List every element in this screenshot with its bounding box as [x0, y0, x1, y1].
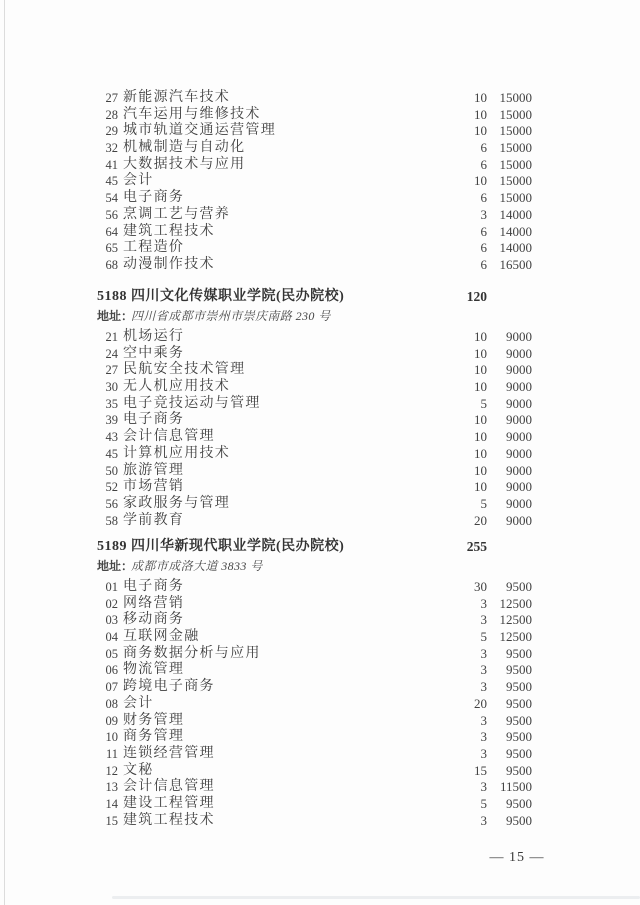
- major-name: 商务管理: [123, 729, 185, 745]
- major-name: 市场营销: [123, 479, 185, 495]
- major-name: 网络营销: [123, 595, 185, 611]
- major-row: [0, 662, 640, 679]
- major-number: 14: [105, 796, 118, 811]
- major-name: 电子商务: [123, 412, 185, 428]
- major-quota: 5: [480, 395, 487, 411]
- major-name: 建设工程管理: [123, 795, 215, 811]
- major-number: 52: [105, 480, 118, 495]
- major-row: [0, 173, 640, 190]
- major-quota: 3: [480, 745, 487, 761]
- major-quota: 10: [474, 479, 487, 495]
- major-number: 27: [105, 363, 118, 378]
- school-code-and-name: 5189 四川华新现代职业学院(民办院校): [97, 539, 345, 554]
- major-number: 35: [105, 396, 118, 411]
- major-quota: 6: [480, 240, 487, 256]
- major-row: [0, 763, 640, 780]
- major-row: [0, 207, 640, 224]
- major-name: 建筑工程技术: [123, 223, 215, 239]
- major-number: 54: [105, 191, 118, 206]
- major-name: 商务数据分析与应用: [123, 645, 261, 661]
- major-number: 39: [105, 413, 118, 428]
- major-row: [0, 190, 640, 207]
- major-fee: 9000: [506, 412, 532, 428]
- major-fee: 14000: [499, 206, 532, 222]
- major-number: 64: [105, 224, 118, 239]
- major-row: [0, 813, 640, 830]
- major-row: [0, 463, 640, 480]
- major-number: 21: [105, 330, 118, 344]
- major-fee: 15000: [499, 190, 532, 206]
- school-header: [0, 287, 640, 307]
- major-fee: 15000: [499, 123, 532, 139]
- major-quota: 3: [480, 645, 487, 661]
- major-name: 会计信息管理: [123, 779, 215, 795]
- major-fee: 14000: [499, 240, 532, 256]
- major-name: 物流管理: [123, 662, 185, 678]
- major-name: 机场运行: [123, 329, 185, 344]
- major-fee: 9500: [506, 762, 532, 778]
- major-quota: 10: [474, 429, 487, 445]
- major-quota: 6: [480, 140, 487, 156]
- major-number: 45: [105, 174, 118, 189]
- major-row: [0, 412, 640, 429]
- major-row: [0, 796, 640, 813]
- school-code-and-name: 5188 四川文化传媒职业学院(民办院校): [97, 289, 345, 304]
- major-number: 12: [105, 763, 118, 778]
- major-quota: 3: [480, 662, 487, 678]
- major-row: [0, 679, 640, 696]
- major-quota: 5: [480, 629, 487, 645]
- major-fee: 9000: [506, 395, 532, 411]
- major-row: [0, 362, 640, 379]
- major-row: [0, 257, 640, 274]
- major-row: [0, 579, 640, 596]
- major-number: 30: [105, 380, 118, 395]
- major-number: 56: [105, 207, 118, 222]
- major-name: 大数据技术与应用: [123, 156, 246, 172]
- address-value: 四川省成都市崇州市崇庆南路 230 号: [131, 309, 331, 323]
- major-name: 会计信息管理: [123, 429, 215, 445]
- major-row: [0, 729, 640, 746]
- major-row: [0, 90, 640, 107]
- major-fee: 11500: [499, 779, 532, 795]
- major-number: 68: [105, 257, 118, 272]
- major-fee: 9000: [506, 462, 532, 478]
- major-quota: 6: [480, 223, 487, 239]
- major-row: [0, 646, 640, 663]
- major-fee: 15000: [499, 90, 532, 105]
- major-number: 02: [105, 596, 118, 611]
- major-quota: 20: [474, 512, 487, 528]
- major-quota: 6: [480, 156, 487, 172]
- major-name: 旅游管理: [123, 462, 185, 478]
- major-quota: 3: [480, 206, 487, 222]
- major-row: [0, 629, 640, 646]
- major-fee: 9000: [506, 495, 532, 511]
- major-quota: 15: [474, 762, 487, 778]
- major-fee: 9000: [506, 445, 532, 461]
- major-quota: 3: [480, 679, 487, 695]
- major-fee: 15000: [499, 106, 532, 122]
- major-quota: 3: [480, 812, 487, 828]
- major-rows: [0, 90, 640, 274]
- major-name: 无人机应用技术: [123, 379, 231, 395]
- major-name: 连锁经营管理: [123, 745, 215, 761]
- major-row: [0, 140, 640, 157]
- major-row: [0, 513, 640, 530]
- address-value: 成都市成洛大道 3833 号: [131, 559, 263, 573]
- major-number: 27: [105, 91, 118, 105]
- major-number: 32: [105, 141, 118, 156]
- major-name: 城市轨道交通运营管理: [123, 123, 276, 139]
- major-fee: 15000: [499, 173, 532, 189]
- major-row: [0, 746, 640, 763]
- major-fee: 9000: [506, 479, 532, 495]
- major-name: 建筑工程技术: [123, 812, 215, 828]
- major-quota: 3: [480, 595, 487, 611]
- major-quota: 10: [474, 90, 487, 105]
- major-quota: 10: [474, 362, 487, 378]
- major-fee: 12500: [499, 629, 532, 645]
- major-number: 04: [105, 630, 118, 645]
- major-row: [0, 157, 640, 174]
- major-name: 电子商务: [123, 190, 185, 206]
- address-label: 地址：: [97, 559, 134, 573]
- school-address: [0, 559, 640, 574]
- major-number: 65: [105, 241, 118, 256]
- major-row: [0, 379, 640, 396]
- major-quota: 3: [480, 612, 487, 628]
- major-row: [0, 240, 640, 257]
- major-name: 会计: [123, 173, 154, 189]
- major-fee: 12500: [499, 612, 532, 628]
- major-fee: 9500: [506, 745, 532, 761]
- major-fee: 9000: [506, 512, 532, 528]
- major-name: 学前教育: [123, 512, 185, 528]
- major-number: 05: [105, 646, 118, 661]
- major-fee: 9500: [506, 812, 532, 828]
- major-row: [0, 123, 640, 140]
- major-fee: 15000: [499, 140, 532, 156]
- major-quota: 10: [474, 106, 487, 122]
- major-name: 汽车运用与维修技术: [123, 106, 261, 122]
- major-fee: 9000: [506, 379, 532, 395]
- major-number: 58: [105, 513, 118, 528]
- major-quota: 10: [474, 123, 487, 139]
- major-row: [0, 329, 640, 346]
- major-number: 11: [105, 746, 118, 761]
- major-number: 41: [105, 157, 118, 172]
- major-number: 56: [105, 496, 118, 511]
- page-number: — 15 —: [489, 850, 545, 865]
- major-row: [0, 224, 640, 241]
- major-row: [0, 396, 640, 413]
- major-row: [0, 713, 640, 730]
- major-row: [0, 346, 640, 363]
- major-quota: 10: [474, 462, 487, 478]
- major-fee: 9000: [506, 329, 532, 344]
- major-number: 45: [105, 446, 118, 461]
- major-fee: 9500: [506, 645, 532, 661]
- major-quota: 3: [480, 779, 487, 795]
- major-row: [0, 479, 640, 496]
- major-fee: 9500: [506, 679, 532, 695]
- major-number: 09: [105, 713, 118, 728]
- major-quota: 3: [480, 729, 487, 745]
- major-name: 新能源汽车技术: [123, 90, 231, 105]
- major-fee: 16500: [499, 256, 532, 272]
- major-fee: 12500: [499, 595, 532, 611]
- major-row: [0, 496, 640, 513]
- major-name: 电子商务: [123, 579, 185, 594]
- major-quota: 10: [474, 412, 487, 428]
- major-name: 计算机应用技术: [123, 445, 231, 461]
- major-row: [0, 107, 640, 124]
- major-row: [0, 429, 640, 446]
- major-quota: 5: [480, 495, 487, 511]
- major-name: 互联网金融: [123, 629, 200, 645]
- major-number: 01: [105, 580, 118, 594]
- school-total-quota: 255: [466, 539, 487, 554]
- major-rows: [0, 579, 640, 829]
- major-quota: 10: [474, 329, 487, 344]
- major-fee: 14000: [499, 223, 532, 239]
- major-quota: 10: [474, 345, 487, 361]
- major-number: 03: [105, 613, 118, 628]
- major-fee: 9500: [506, 695, 532, 711]
- major-fee: 9500: [506, 729, 532, 745]
- major-row: [0, 446, 640, 463]
- major-number: 50: [105, 463, 118, 478]
- major-fee: 9000: [506, 429, 532, 445]
- school-section: [0, 287, 640, 529]
- major-fee: 9500: [506, 662, 532, 678]
- major-quota: 10: [474, 445, 487, 461]
- major-number: 10: [105, 730, 118, 745]
- school-header: [0, 537, 640, 557]
- major-name: 跨境电子商务: [123, 679, 215, 695]
- major-row: [0, 596, 640, 613]
- major-fee: 9000: [506, 362, 532, 378]
- major-name: 文秘: [123, 762, 154, 778]
- major-number: 07: [105, 680, 118, 695]
- major-fee: 15000: [499, 156, 532, 172]
- major-quota: 20: [474, 695, 487, 711]
- major-name: 动漫制作技术: [123, 256, 215, 272]
- major-quota: 30: [474, 579, 487, 594]
- major-number: 06: [105, 663, 118, 678]
- page-bottom-edge-line: [112, 896, 640, 899]
- school-section: [0, 90, 640, 274]
- major-name: 财务管理: [123, 712, 185, 728]
- major-fee: 9500: [506, 712, 532, 728]
- major-name: 烹调工艺与营养: [123, 206, 231, 222]
- major-number: 28: [105, 107, 118, 122]
- major-row: [0, 779, 640, 796]
- major-fee: 9500: [506, 795, 532, 811]
- major-fee: 9500: [506, 579, 532, 594]
- major-number: 24: [105, 346, 118, 361]
- major-quota: 6: [480, 256, 487, 272]
- school-section: [0, 537, 640, 829]
- major-name: 家政服务与管理: [123, 495, 231, 511]
- major-rows: [0, 329, 640, 529]
- major-number: 13: [105, 780, 118, 795]
- major-number: 08: [105, 696, 118, 711]
- major-row: [0, 696, 640, 713]
- major-number: 15: [105, 813, 118, 828]
- major-number: 43: [105, 430, 118, 445]
- major-name: 民航安全技术管理: [123, 362, 246, 378]
- major-name: 移动商务: [123, 612, 185, 628]
- address-label: 地址：: [97, 309, 134, 323]
- major-name: 会计: [123, 695, 154, 711]
- major-name: 机械制造与自动化: [123, 140, 246, 156]
- major-name: 电子竞技运动与管理: [123, 395, 261, 411]
- school-total-quota: 120: [466, 289, 487, 304]
- major-fee: 9000: [506, 345, 532, 361]
- major-quota: 3: [480, 712, 487, 728]
- major-quota: 6: [480, 190, 487, 206]
- major-number: 29: [105, 124, 118, 139]
- major-name: 工程造价: [123, 240, 185, 256]
- major-name: 空中乘务: [123, 345, 185, 361]
- major-quota: 5: [480, 795, 487, 811]
- major-row: [0, 612, 640, 629]
- major-quota: 10: [474, 173, 487, 189]
- school-address: [0, 309, 640, 324]
- major-quota: 10: [474, 379, 487, 395]
